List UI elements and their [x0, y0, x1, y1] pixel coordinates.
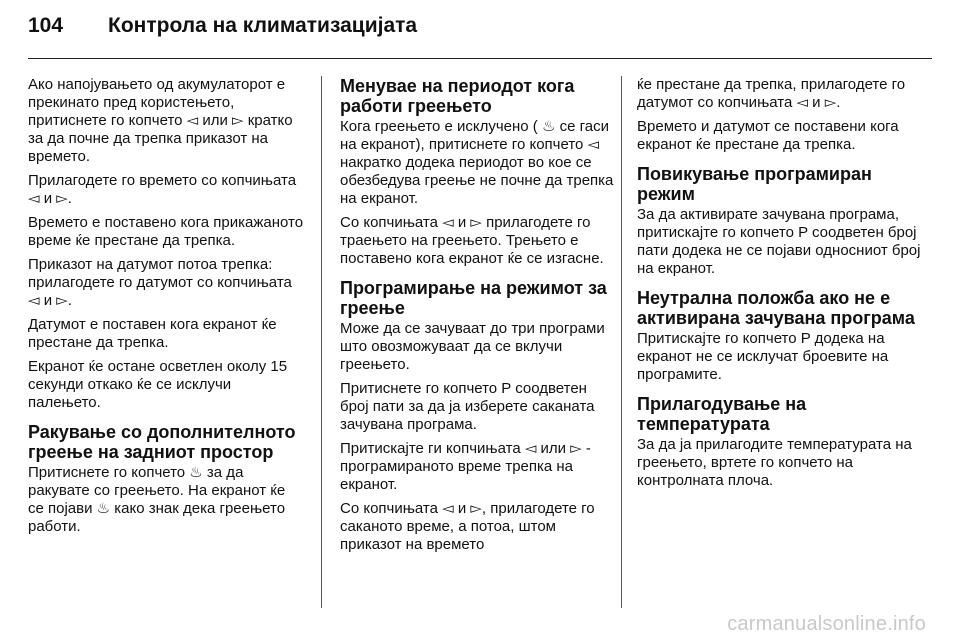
paragraph: ќе престане да трепка, прилагодете го датумот со копчињата ◅ и ▻. — [637, 76, 906, 111]
section-heading: Програмирање на режимот за греење — [340, 278, 607, 318]
paragraph: Со копчињата ◅ и ▻ прилагодете го траењето на греењето. Трењето е поставено кога екранот ќе се изгасне. — [340, 214, 604, 267]
paragraph: Притиснете го копчето P соодветен број пати за да ја изберете саканата зачувана програма. — [340, 380, 595, 433]
section-heading: Неутрална положба ако не е активирана зачувана програма — [637, 288, 915, 328]
paragraph: Со копчињата ◅ и ▻, прилагодете го саканото време, а потоа, штом приказот на времето — [340, 500, 595, 553]
paragraph: За да активирате зачувана програма, притискајте го копчето P соодветен број пати додека не се појави односниот број на екранот. — [637, 206, 921, 277]
page-title: Контрола на климатизацијата — [108, 14, 418, 37]
paragraph: Датумот е поставен кога екранот ќе престане да трепка. — [28, 316, 277, 351]
header-rule — [28, 58, 932, 59]
watermark: carmanualsonline.info — [727, 613, 926, 635]
paragraph: Притискајте ги копчињата ◅ или ▻ - програмираното време трепка на екранот. — [340, 440, 591, 493]
section-heading: Прилагодување на температурата — [637, 394, 807, 434]
paragraph: Времето и датумот се поставени кога екранот ќе престане да трепка. — [637, 118, 899, 153]
page-header — [28, 14, 417, 44]
paragraph: Кога греењето е исклучено ( ♨ се гаси на екранот), притиснете го копчето ◅ накратко додека периодот во кое се обезбедува греење не почне да трепка на екранот. — [340, 118, 614, 207]
paragraph: Може да се зачуваат до три програми што овозможуваат да се вклучи греењето. — [340, 320, 605, 373]
column-divider — [621, 76, 622, 608]
paragraph: Притискајте го копчето P додека на екранот не се исклучат броевите на програмите. — [637, 330, 889, 383]
paragraph: За да ја прилагодите температурата на греењето, вртете го копчето на контролната плоча. — [637, 436, 912, 489]
page-number: 104 — [28, 14, 64, 37]
section-heading: Повикување програмиран режим — [637, 164, 872, 204]
section-heading: Менувае на периодот кога работи греењето — [340, 76, 575, 116]
paragraph: Екранот ќе остане осветлен околу 15 секунди откако ќе се исклучи палењето. — [28, 358, 288, 411]
section-heading: Ракување со дополнителното греење на задниот простор — [28, 422, 296, 462]
paragraph: Приказот на датумот потоа трепка: прилагодете го датумот со копчињата ◅ и ▻. — [28, 256, 292, 309]
paragraph: Притиснете го копчето ♨ за да ракувате со греењето. На екранот ќе се појави ♨ како знак дека греењето работи. — [28, 464, 286, 535]
column-divider — [321, 76, 322, 608]
paragraph: Ако напојувањето од акумулаторот е прекинато пред користењето, притиснете го копчето ◅ или ▻ кратко за да почне да трепка приказот на времето. — [28, 76, 293, 165]
column-1 — [28, 76, 305, 542]
column-3 — [637, 76, 929, 496]
column-2 — [340, 76, 617, 560]
paragraph: Прилагодете го времето со копчињата ◅ и ▻. — [28, 172, 297, 207]
paragraph: Времето е поставено кога прикажаното време ќе престане да трепка. — [28, 214, 304, 249]
